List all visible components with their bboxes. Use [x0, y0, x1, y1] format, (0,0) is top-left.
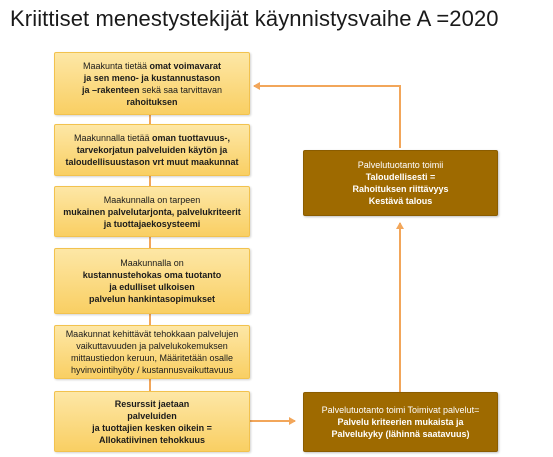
box-text [65, 132, 238, 168]
box-text-segment: tarpeen [169, 194, 201, 205]
box-text-segment: tarvekorjatun palveluiden käytön ja [76, 145, 228, 155]
box-text-segment: omat voimavarat [149, 60, 222, 71]
box-text-segment: palveluiden [127, 410, 177, 421]
box-text-segment: mittaustiedon keruun, Määritetään osalle [70, 353, 234, 363]
box-line [66, 364, 239, 376]
box-text-segment: Resurssit jaetaan [114, 398, 190, 409]
box-text-segment: rahoituksen [126, 96, 178, 107]
box-text-segment: ja edulliset ulkoisen [109, 282, 195, 292]
box-text-segment: Maakunnat kehittävät tehokkaan palvelujen [65, 329, 239, 339]
box-text-segment: ja tuottajien kesken oikein = [92, 422, 212, 433]
left-box-productivity [54, 124, 250, 176]
left-box-allocative-efficiency [54, 391, 250, 452]
box-line [92, 434, 212, 446]
box-line [322, 404, 480, 416]
left-box-service-offering [54, 186, 250, 237]
box-line [65, 144, 238, 156]
box-line [83, 281, 222, 293]
box-line [92, 422, 212, 434]
box-text [83, 257, 222, 305]
box-line [83, 269, 222, 281]
box-line [352, 195, 448, 207]
box-text [352, 159, 448, 207]
box-line [352, 171, 448, 183]
box-text [63, 194, 241, 230]
left-box-cost-efficiency [54, 248, 250, 314]
box-line [82, 60, 222, 72]
box-text-segment: Allokatiivinen tehokkuus [98, 434, 205, 445]
box-text-segment: Palvelutuotanto toimii [357, 160, 444, 170]
box-line [82, 72, 222, 84]
box-text-segment: ja sen meno- ja kustannustason [83, 72, 221, 83]
right-box-services [303, 392, 498, 452]
box-line [83, 293, 222, 305]
left-box-resources [54, 52, 250, 115]
box-line [66, 328, 239, 340]
box-text [66, 328, 239, 376]
box-text-segment: taloudellisuustason vrt muut maakunnat [65, 157, 239, 167]
box-text-segment: Maakunnalla tietää [73, 133, 153, 143]
box-line [92, 398, 212, 410]
page-title: Kriittiset menestystekijät käynnistysvaihe A =2020 [10, 6, 499, 31]
box-line [322, 416, 480, 428]
box-text [322, 404, 480, 440]
box-text-segment: ja –rakenteen [81, 84, 140, 95]
right-box-economy [303, 150, 498, 216]
box-text-segment: ja tuottajaekosysteemi [103, 218, 201, 229]
box-line [66, 352, 239, 364]
box-line [63, 194, 241, 206]
box-text-segment: Kestävä talous [368, 196, 433, 206]
box-line [82, 84, 222, 96]
box-text-segment: palvelun hankintasopimukset [88, 294, 215, 304]
box-text-segment: Palvelutuotanto toimi Toimivat palvelut= [321, 405, 480, 415]
box-line [82, 96, 222, 108]
box-line [65, 132, 238, 144]
box-text-segment: hyvinvointihyöty / kustannusvaikuttavuus [70, 365, 234, 375]
box-line [66, 340, 239, 352]
box-text-segment: mukainen palvelutarjonta, palvelukriteerit [63, 206, 241, 217]
box-text-segment: Maakunnalla on [120, 258, 184, 268]
box-text [82, 60, 222, 108]
box-text-segment: Palvelukyky (lähinnä saatavuus) [331, 429, 470, 439]
box-text-segment: sekä saa tarvittavan [139, 84, 223, 95]
box-text-segment: vaikuttavuuden ja palvelukokemuksen [76, 341, 228, 351]
box-text-segment: oman tuottavuus-, [152, 133, 231, 143]
box-line [92, 410, 212, 422]
box-line [65, 156, 238, 168]
box-line [63, 218, 241, 230]
box-text-segment: Taloudellisesti = [365, 172, 436, 182]
box-text-segment: Palvelu kriteerien mukaista ja [337, 417, 464, 427]
box-line [352, 183, 448, 195]
arrow-back-to-start [254, 86, 400, 148]
box-text-segment: Rahoituksen riittävyys [352, 184, 449, 194]
box-text [92, 398, 212, 446]
box-line [83, 257, 222, 269]
left-box-measurement [54, 325, 250, 379]
box-text-segment: kustannustehokas oma tuotanto [82, 270, 222, 280]
box-line [322, 428, 480, 440]
box-text-segment: Maakunta tietää [82, 60, 150, 71]
box-line [63, 206, 241, 218]
box-text-segment: Maakunnalla on [103, 194, 170, 205]
box-line [352, 159, 448, 171]
